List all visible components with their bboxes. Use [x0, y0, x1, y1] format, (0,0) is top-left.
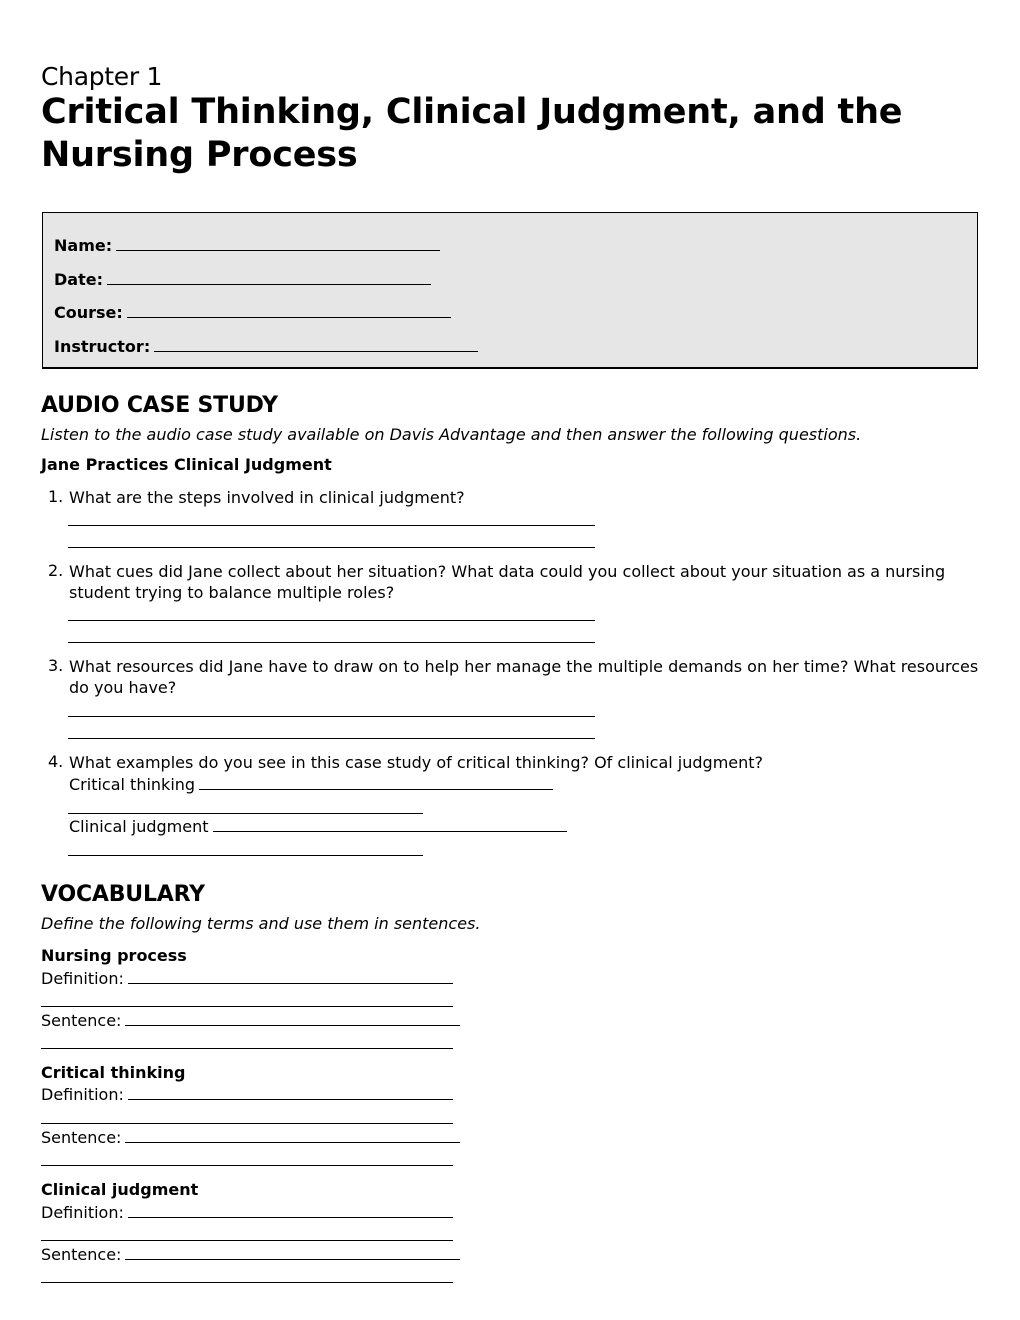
question-number: 1.: [48, 487, 64, 506]
answer-line[interactable]: [41, 1006, 453, 1007]
definition-label: Definition:: [41, 1203, 124, 1222]
vocab-term: Critical thinking: [41, 1063, 186, 1082]
date-label: Date:: [54, 270, 103, 289]
vocab-term: Clinical judgment: [41, 1180, 199, 1199]
answer-line[interactable]: [68, 855, 423, 856]
definition-blank[interactable]: [128, 968, 453, 984]
definition-label: Definition:: [41, 969, 124, 988]
definition-field[interactable]: [41, 1084, 453, 1104]
clinical-judgment-field[interactable]: [69, 816, 567, 836]
answer-line[interactable]: [41, 1240, 453, 1241]
audio-case-study-heading: AUDIO CASE STUDY: [41, 393, 278, 418]
answer-line[interactable]: [41, 1123, 453, 1124]
course-blank[interactable]: [127, 302, 451, 318]
sentence-blank[interactable]: [125, 1010, 460, 1026]
answer-line[interactable]: [41, 1282, 453, 1283]
definition-label: Definition:: [41, 1085, 124, 1104]
sentence-label: Sentence:: [41, 1011, 122, 1030]
name-label: Name:: [54, 236, 113, 255]
sentence-field[interactable]: [41, 1010, 460, 1030]
case-title: Jane Practices Clinical Judgment: [41, 455, 332, 474]
clinical-judgment-label: Clinical judgment: [69, 817, 209, 836]
question-text: What resources did Jane have to draw on to help her manage the multiple demands on her time? What resources do you have?: [69, 657, 979, 697]
chapter-title: Critical Thinking, Clinical Judgment, and the Nursing Process: [41, 92, 903, 175]
critical-thinking-label: Critical thinking: [69, 775, 196, 794]
student-info-box: [42, 212, 978, 369]
answer-line[interactable]: [68, 547, 595, 548]
definition-field[interactable]: [41, 1202, 453, 1222]
course-field[interactable]: [54, 302, 451, 322]
question-number: 2.: [48, 561, 64, 580]
critical-thinking-blank[interactable]: [199, 774, 553, 790]
chapter-label: Chapter 1: [41, 62, 163, 91]
question-text: What cues did Jane collect about her situation? What data could you collect about your situation as a nursing student trying to balance multiple roles?: [69, 562, 946, 602]
answer-line[interactable]: [68, 620, 595, 621]
question-number: 3.: [48, 656, 64, 675]
answer-line[interactable]: [68, 813, 423, 814]
definition-blank[interactable]: [128, 1084, 453, 1100]
sentence-field[interactable]: [41, 1127, 460, 1147]
definition-field[interactable]: [41, 968, 453, 988]
sentence-blank[interactable]: [125, 1127, 460, 1143]
vocab-term: Nursing process: [41, 946, 187, 965]
vocabulary-heading: VOCABULARY: [41, 882, 205, 907]
sentence-label: Sentence:: [41, 1128, 122, 1147]
sentence-field[interactable]: [41, 1244, 460, 1264]
sentence-blank[interactable]: [125, 1244, 460, 1260]
date-field[interactable]: [54, 269, 431, 289]
answer-line[interactable]: [41, 1048, 453, 1049]
answer-line[interactable]: [41, 1165, 453, 1166]
audio-case-study-intro: Listen to the audio case study available on Davis Advantage and then answer the following questions.: [41, 425, 862, 444]
answer-line[interactable]: [68, 738, 595, 739]
name-blank[interactable]: [116, 235, 440, 251]
answer-line[interactable]: [68, 642, 595, 643]
answer-line[interactable]: [68, 716, 595, 717]
sentence-label: Sentence:: [41, 1245, 122, 1264]
vocabulary-intro: Define the following terms and use them in sentences.: [41, 914, 481, 933]
clinical-judgment-blank[interactable]: [213, 816, 567, 832]
critical-thinking-field[interactable]: [69, 774, 553, 794]
answer-line[interactable]: [68, 525, 595, 526]
question-text: What are the steps involved in clinical judgment?: [69, 488, 465, 507]
course-label: Course:: [54, 303, 123, 322]
instructor-blank[interactable]: [154, 336, 478, 352]
definition-blank[interactable]: [128, 1202, 453, 1218]
date-blank[interactable]: [107, 269, 431, 285]
question-text: What examples do you see in this case study of critical thinking? Of clinical judgment?: [69, 753, 764, 772]
instructor-label: Instructor:: [54, 337, 151, 356]
name-field[interactable]: [54, 235, 440, 255]
question-number: 4.: [48, 752, 64, 771]
instructor-field[interactable]: [54, 336, 478, 356]
